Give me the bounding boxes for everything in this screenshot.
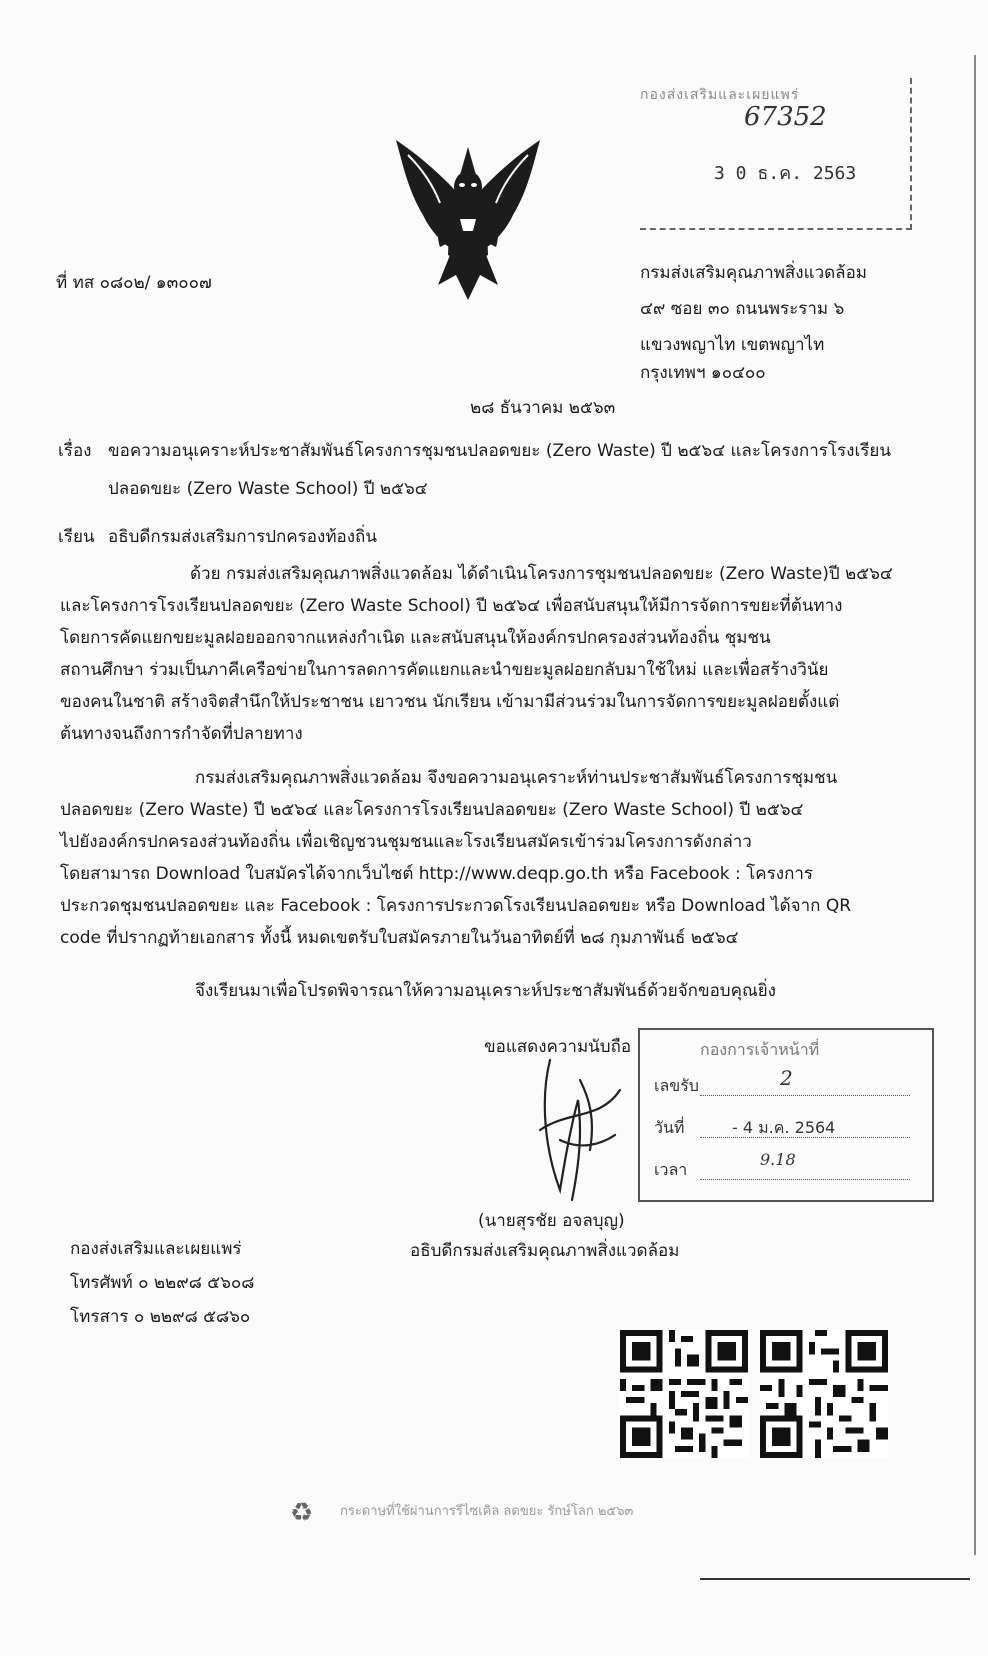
paragraph-2-line: โดยสามารถ Download ใบสมัครได้จากเว็บไซต์ http://www.deqp.go.th หรือ Facebook : โครงการ (60, 864, 814, 884)
sender-address-line-4: กรุงเทพฯ ๑๐๔๐๐ (640, 363, 766, 383)
footer-note: กระดาษที่ใช้ผ่านการรีไซเคิล ลดขยะ รักษ์โลก ๒๕๖๓ (340, 1504, 634, 1519)
receipt-date-label: วันที่ (654, 1118, 685, 1137)
paragraph-2-line: code ที่ปรากฏท้ายเอกสาร ทั้งนี้ หมดเขตรับใบสมัครภายในวันอาทิตย์ที่ ๒๘ กุมภาพันธ์ ๒๕๖๔ (60, 928, 739, 948)
paragraph-2-line: ประกวดชุมชนปลอดขยะ และ Facebook : โครงการประกวดโรงเรียนปลอดขยะ หรือ Download ได้จาก QR (60, 896, 852, 916)
sender-address-line-2: ๔๙ ซอย ๓๐ ถนนพระราม ๖ (640, 299, 845, 319)
sender-address-line-3: แขวงพญาไท เขตพญาไท (640, 335, 825, 355)
qr-code-icon[interactable] (620, 1330, 748, 1458)
subject-line-1: ขอความอนุเคราะห์ประชาสัมพันธ์โครงการชุมชนปลอดขยะ (Zero Waste) ปี ๒๕๖๔ และโครงการโรงเรียน (108, 441, 891, 461)
paragraph-1-line: และโครงการโรงเรียนปลอดขยะ (Zero Waste School) ปี ๒๕๖๔ เพื่อสนับสนุนให้มีการจัดการขยะที่ต้นทาง (60, 596, 843, 616)
reference-number: ที่ ทส ๐๘๐๒/ ๑๓๐๐๗ (56, 273, 212, 293)
received-stamp-number: 67352 (744, 102, 827, 132)
receipt-time-value: 9.18 (760, 1150, 796, 1169)
paragraph-2-line: กรมส่งเสริมคุณภาพสิ่งแวดล้อม จึงขอความอนุเคราะห์ท่านประชาสัมพันธ์โครงการชุมชน (195, 768, 838, 788)
subject-line-2: ปลอดขยะ (Zero Waste School) ปี ๒๕๖๔ (108, 479, 428, 499)
letter-date: ๒๘ ธันวาคม ๒๕๖๓ (470, 398, 616, 418)
subject-label: เรื่อง (58, 441, 92, 461)
paragraph-1-line: ของคนในชาติ สร้างจิตสำนึกให้ประชาชน เยาวชน นักเรียน เข้ามามีส่วนร่วมในการจัดการขยะมูลฝอยตั้งแต่ (60, 692, 840, 712)
recycle-icon: ♻ (290, 1498, 314, 1528)
regards-text: ขอแสดงความนับถือ (484, 1037, 632, 1057)
signature-mark (520, 1040, 630, 1210)
paragraph-1-line: โดยการคัดแยกขยะมูลฝอยออกจากแหล่งกำเนิด และสนับสนุนให้องค์กรปกครองส่วนท้องถิ่น ชุมชน (60, 628, 771, 648)
garuda-emblem-icon (388, 135, 548, 305)
receipt-time-label: เวลา (654, 1160, 688, 1179)
receipt-time-line (700, 1178, 910, 1180)
paragraph-1-line: ด้วย กรมส่งเสริมคุณภาพสิ่งแวดล้อม ได้ดำเนินโครงการชุมชนปลอดขยะ (Zero Waste)ปี ๒๕๖๔ (190, 564, 893, 584)
body-paragraph-1 (60, 558, 905, 750)
contact-division: กองส่งเสริมและเผยแพร่ (70, 1239, 242, 1259)
receipt-date-value: - 4 ม.ค. 2564 (732, 1118, 836, 1137)
sender-address-line-1: กรมส่งเสริมคุณภาพสิ่งแวดล้อม (640, 263, 867, 283)
receipt-no-label: เลขรับ (654, 1076, 699, 1095)
signatory-title: อธิบดีกรมส่งเสริมคุณภาพสิ่งแวดล้อม (410, 1241, 680, 1261)
contact-phone: โทรศัพท์ ๐ ๒๒๙๘ ๕๖๐๘ (70, 1273, 255, 1293)
paragraph-2-line: ไปยังองค์กรปกครองส่วนท้องถิ่น เพื่อเชิญชวนชุมชนและโรงเรียนสมัครเข้าร่วมโครงการดังกล่าว (60, 832, 752, 852)
contact-fax: โทรสาร ๐ ๒๒๙๘ ๕๘๖๐ (70, 1307, 251, 1327)
paragraph-1-line: ต้นทางจนถึงการกำจัดที่ปลายทาง (60, 724, 303, 744)
qr-code-icon[interactable] (760, 1330, 888, 1458)
receipt-no-line (700, 1094, 910, 1096)
page-edge (974, 55, 976, 1555)
receipt-no-value: 2 (780, 1066, 793, 1090)
bottom-rule (700, 1578, 970, 1580)
receipt-stamp (638, 1028, 934, 1202)
paragraph-2-line: ปลอดขยะ (Zero Waste) ปี ๒๕๖๔ และโครงการโรงเรียนปลอดขยะ (Zero Waste School) ปี ๒๕๖๔ (60, 800, 804, 820)
closing-sentence: จึงเรียนมาเพื่อโปรดพิจารณาให้ความอนุเคราะห์ประชาสัมพันธ์ด้วยจักขอบคุณยิ่ง (195, 981, 776, 1001)
received-stamp-org: กองส่งเสริมและเผยแพร่ (640, 87, 800, 103)
receipt-stamp-org: กองการเจ้าหน้าที่ (700, 1040, 820, 1059)
recipient-label: เรียน (58, 527, 95, 547)
recipient-value: อธิบดีกรมส่งเสริมการปกครองท้องถิ่น (108, 527, 377, 547)
received-stamp-date: 3 0 ธ.ค. 2563 (714, 163, 857, 184)
paragraph-1-line: สถานศึกษา ร่วมเป็นภาคีเครือข่ายในการลดการคัดแยกและนำขยะมูลฝอยกลับมาใช้ใหม่ และเพื่อสร้างวินัย (60, 660, 829, 680)
signatory-name: (นายสุรชัย อจลบุญ) (478, 1211, 625, 1231)
body-paragraph-2 (60, 762, 905, 954)
